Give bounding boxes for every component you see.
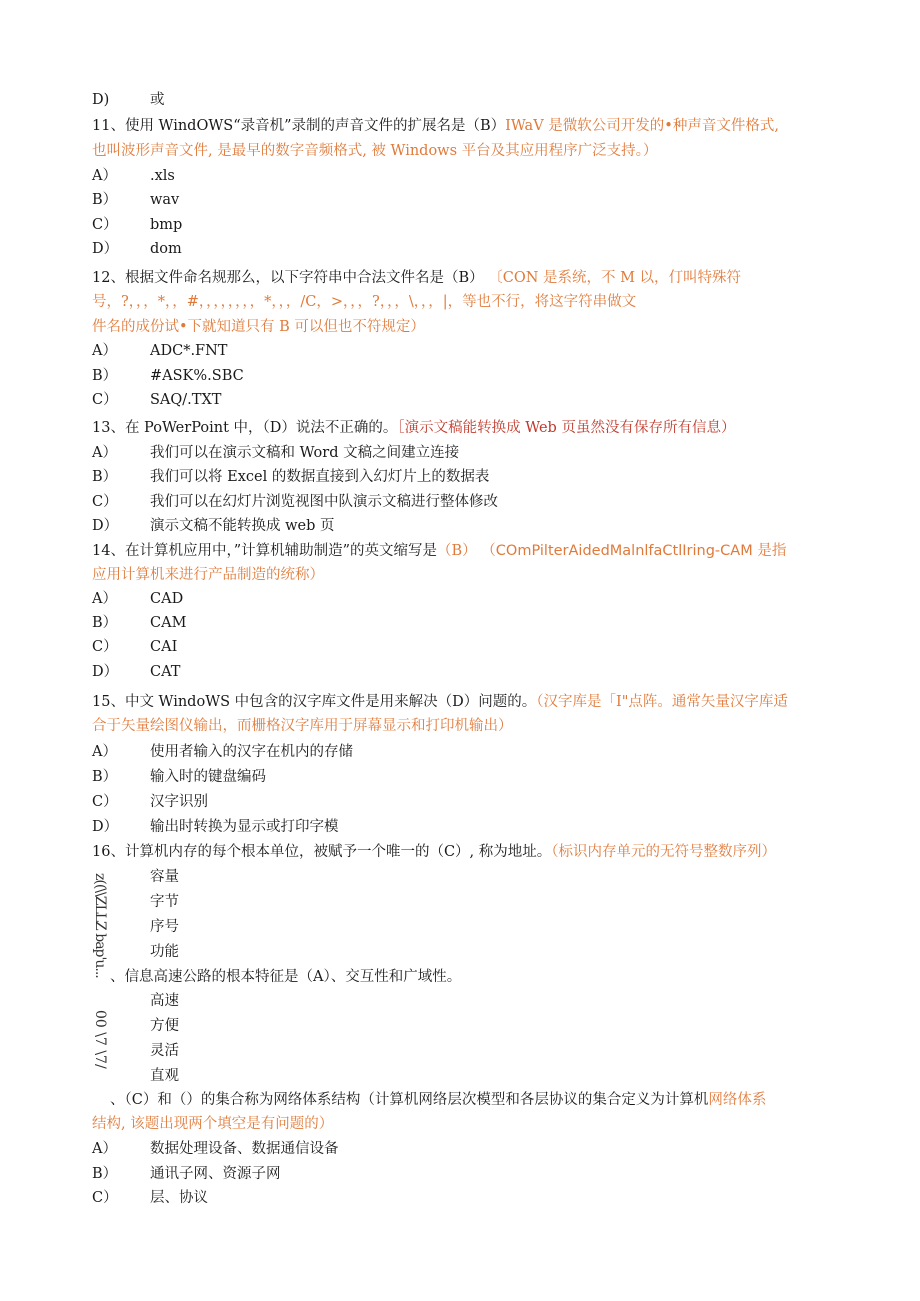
q17-stem: 、信息高速公路的根本特征是（A）、交互性和广域性。 xyxy=(110,969,462,985)
q14-option-d: D） CAT xyxy=(92,664,181,680)
q17-option-3: 灵活 xyxy=(150,1043,179,1059)
garbled-vertical-text: z((\\ZLLZ bap'u... xyxy=(92,873,108,978)
q14-option-c: C） CAI xyxy=(92,639,178,655)
q15-note: 合于矢量绘图仪输出，而栅格汉字库用于屏幕显示和打印机输出） xyxy=(92,718,513,734)
q11-option-b: B） wav xyxy=(92,192,180,208)
q18-stem: 、（C）和（）的集合称为网络体系结构（计算机网络层次模型和各层协议的集合定义为计算机网络体系 xyxy=(110,1092,767,1108)
q16-option-4: 功能 xyxy=(150,944,179,960)
q18-option-a: A） 数据处理设备、数据通信设备 xyxy=(92,1141,339,1157)
q13-option-a: A） 我们可以在演示文稿和 Word 文稿之间建立连接 xyxy=(92,445,460,461)
q12-note-line2: 号，?，，，*，，#，，，，，，，，*，，，/C，>，，，?，，，\，，，|，等也不行，将这字符串做文 xyxy=(92,294,637,310)
q12-option-c: C） SAQ/.TXT xyxy=(92,392,222,408)
q14-option-a: A） CAD xyxy=(92,591,184,607)
q14-option-b: B） CAM xyxy=(92,615,187,631)
q15-option-b: B） 输入时的键盘编码 xyxy=(92,769,266,785)
q13-option-c: C） 我们可以在幻灯片浏览视图中队演示文稿进行整体修改 xyxy=(92,494,498,510)
q11-note: 也叫波形声音文件, 是最早的数字音频格式, 被 Windows 平台及其应用程序广泛支持。） xyxy=(92,143,658,159)
q13-option-b: B） 我们可以将 Excel 的数据直接到入幻灯片上的数据表 xyxy=(92,469,490,485)
q15-option-a: A） 使用者输入的汉字在机内的存储 xyxy=(92,744,353,760)
q12-stem: 12、根据文件命名规那么，以下字符串中合法文件名是（B） 〔CON 是系统，不 M 以，仃叫特殊符 xyxy=(92,270,742,286)
q11-option-d: D） dom xyxy=(92,241,182,257)
q15-stem: 15、中文 WindoWS 中包含的汉字库文件是用来解决（D）问题的。（汉字库是「I"点阵。通常矢量汉字库适 xyxy=(92,694,788,710)
q18-note: 结构, 该题出现两个填空是有问题的） xyxy=(92,1116,334,1132)
q14-note: 应用计算机来进行产品制造的统称） xyxy=(92,567,324,583)
q16-stem: 16、计算机内存的每个根本单位，被赋予一个唯一的（C）, 称为地址。（标识内存单元的无符号整数序列） xyxy=(92,844,777,860)
q15-option-d: D） 输出时转换为显示或打印字模 xyxy=(92,819,339,835)
q16-option-1: 容量 xyxy=(150,869,179,885)
q13-stem: 13、在 PoWerPoint 中，（D）说法不正确的。［演示文稿能转换成 Web 页虽然没有保存所有信息） xyxy=(92,420,736,436)
q13-option-d: D） 演示文稿不能转换成 web 页 xyxy=(92,518,335,534)
q11-stem: 11、使用 WindOWS“录音机”录制的声音文件的扩展名是（B）IWaV 是微软公司开发的•种声音文件格式, xyxy=(92,118,779,134)
q17-option-4: 直观 xyxy=(150,1068,179,1084)
q18-option-c: C） 层、协议 xyxy=(92,1190,208,1206)
q11-option-c: C） bmp xyxy=(92,217,183,233)
garbled-vertical-text-2: 00 \7 \7/ xyxy=(92,1010,108,1069)
q11-option-a: A） .xls xyxy=(92,168,175,184)
q17-option-1: 高速 xyxy=(150,993,179,1009)
q10-option-d: D) 或 xyxy=(92,92,165,108)
q12-option-a: A） ADC*.FNT xyxy=(92,343,228,359)
q15-option-c: C） 汉字识别 xyxy=(92,794,208,810)
q16-option-3: 序号 xyxy=(150,919,179,935)
q16-option-2: 字节 xyxy=(150,894,179,910)
q12-option-b: B） #ASK%.SBC xyxy=(92,368,244,384)
q18-option-b: B） 通讯子网、资源子网 xyxy=(92,1166,281,1182)
q12-note-line3: 件名的成份试•下就知道只有 B 可以但也不符规定） xyxy=(92,319,425,335)
q17-option-2: 方便 xyxy=(150,1018,179,1034)
q14-stem: 14、在计算机应用中，”计算机辅助制造”的英文缩写是（B） （COmPilterAidedMalnlfaCtlIring-CAM 是指 xyxy=(92,543,787,559)
